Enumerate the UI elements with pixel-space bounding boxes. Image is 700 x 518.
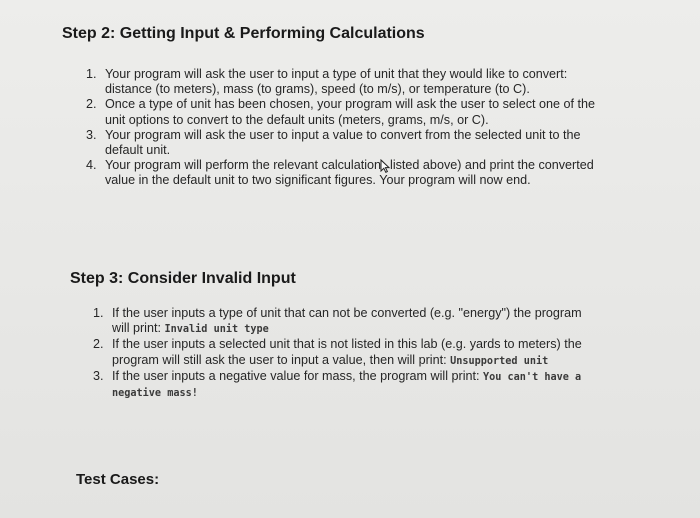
list-number: 2. — [93, 337, 104, 352]
list-number: 2. — [86, 97, 97, 112]
list-number: 1. — [86, 67, 97, 81]
step3-item-3 — [93, 369, 589, 401]
list-item-text: Your program will ask the user to input a value to convert from the selected unit to the default unit. — [105, 127, 581, 158]
list-item-text: Your program will ask the user to input a type of unit that they would like to convert: distance (to meters), mass (to grams), speed (to m/s), or temperature (to C). — [105, 67, 568, 97]
step2-list — [86, 67, 598, 189]
step3-item-2 — [93, 337, 589, 368]
text-cursor-icon — [381, 159, 390, 171]
list-item-text: If the user inputs a type of unit that can not be converted (e.g. "energy") the program will print: — [112, 306, 582, 336]
step3-item-1 — [93, 306, 589, 337]
list-number: 4. — [86, 158, 97, 173]
list-number: 1. — [93, 306, 104, 320]
code-snippet: Invalid unit type — [164, 324, 269, 336]
step2-item-4 — [86, 158, 598, 188]
test-cases-heading: Test Cases: — [76, 471, 160, 488]
step3-list — [93, 306, 589, 401]
code-snippet: You can't have a negative mass! — [112, 371, 582, 400]
list-number: 3. — [93, 368, 104, 383]
code-snippet: Unsupported unit — [450, 355, 549, 367]
step2-item-3 — [86, 128, 598, 158]
list-item-text: If the user inputs a negative value for mass, the program will print: — [112, 368, 480, 383]
list-item-text: If the user inputs a selected unit that is not listed in this lab (e.g. yards to meters) the program will still ask the user to input a value, then will print: — [112, 337, 582, 367]
list-item-text: Once a type of unit has been chosen, your program will ask the user to select one of the unit options to convert to the default units (meters, grams, m/s, or C). — [105, 97, 596, 127]
step2-heading: Step 2: Getting Input & Performing Calculations — [62, 25, 425, 42]
step2-item-1 — [86, 67, 598, 97]
list-item-text-b: listed above) and print the converted value in the default unit to two significant figures. Your program will now end. — [105, 158, 594, 188]
list-number: 3. — [86, 127, 97, 142]
step2-item-2 — [86, 97, 598, 127]
step3-heading: Step 3: Consider Invalid Input — [70, 270, 296, 287]
list-item-text-a: Your program will perform the relevant calculation — [105, 158, 382, 173]
